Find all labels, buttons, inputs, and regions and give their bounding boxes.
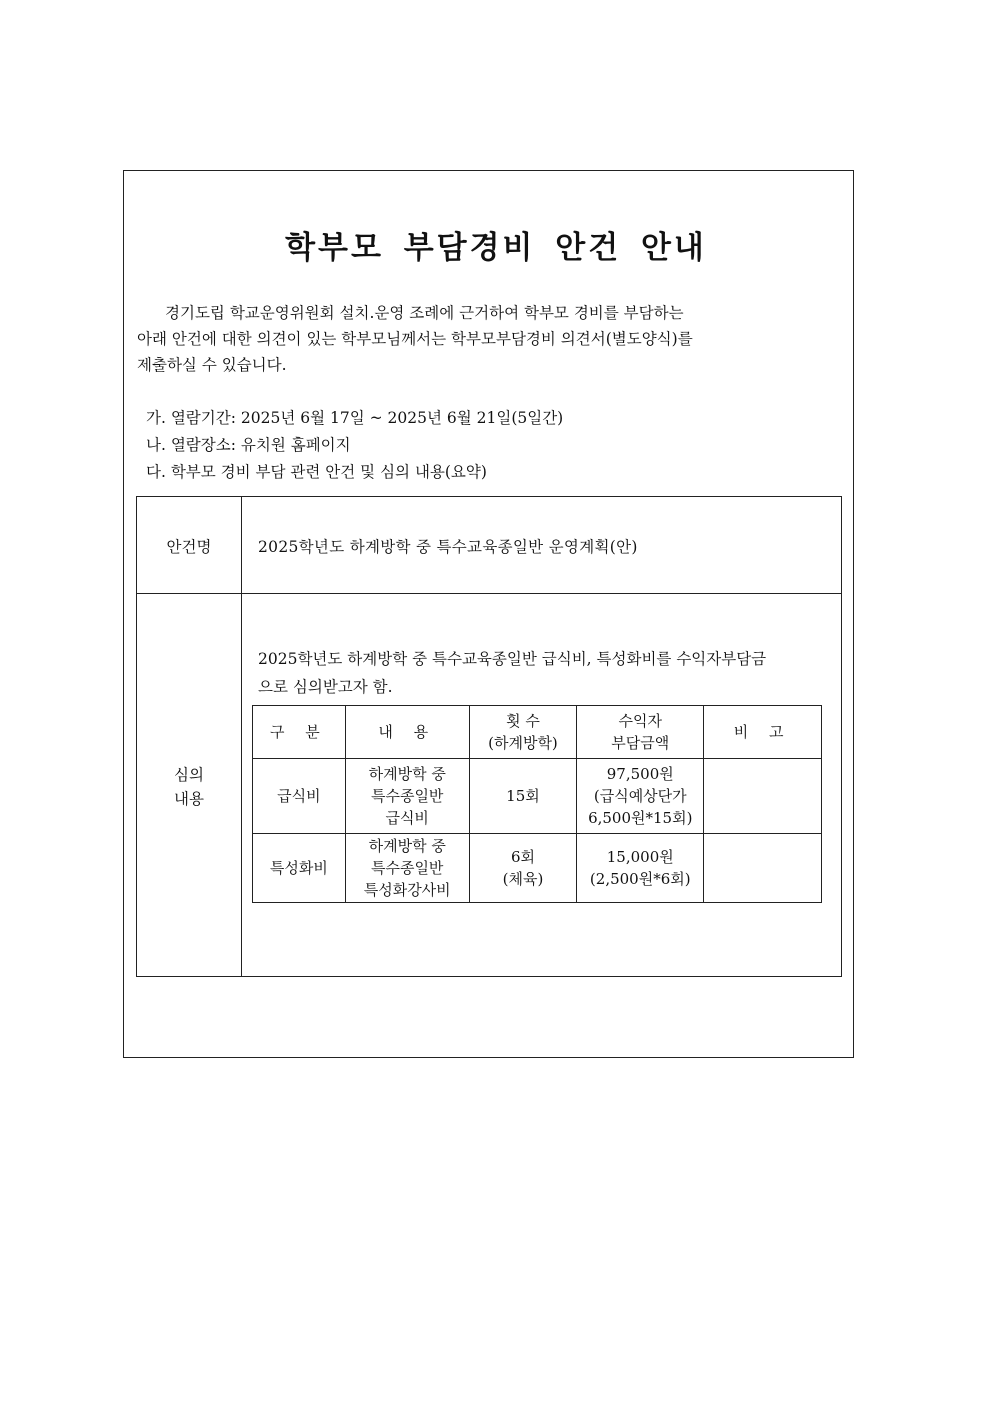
intro-line-1: 경기도립 학교운영위원회 설치.운영 조례에 근거하여 학부모 경비를 부담하는	[165, 304, 684, 322]
table-row	[253, 834, 822, 903]
review-content-label	[137, 763, 241, 811]
review-content-label-line-1: 심의	[174, 766, 204, 784]
agenda-name-label: 안건명	[166, 538, 212, 556]
viewing-period: 가. 열람기간: 2025년 6월 17일 ~ 2025년 6월 21일(5일간)	[146, 409, 564, 427]
page-title: 학부모 부담경비 안건 안내	[285, 230, 707, 266]
review-content-label-line-2: 내용	[174, 790, 204, 808]
row-count: 6회 (체육)	[469, 834, 577, 903]
review-description-line-2: 으로 심의받고자 함.	[258, 678, 393, 696]
row-count: 15회	[469, 759, 577, 834]
row-divider	[137, 593, 841, 594]
intro-line-2: 아래 안건에 대한 의견이 있는 학부모님께서는 학부모부담경비 의견서(별도양식)를	[137, 330, 693, 348]
cost-table-header	[253, 706, 822, 759]
column-divider	[241, 497, 242, 976]
review-description-line-1: 2025학년도 하계방학 중 특수교육종일반 급식비, 특성화비를 수익자부담금	[258, 650, 767, 668]
row-content: 하계방학 중 특수종일반 급식비	[345, 759, 469, 834]
cost-table	[252, 705, 822, 903]
row-category: 특성화비	[253, 834, 346, 903]
agenda-table	[136, 496, 842, 977]
header-amount: 수익자 부담금액	[577, 706, 704, 759]
header-content: 내 용	[345, 706, 469, 759]
agenda-name-value: 2025학년도 하계방학 중 특수교육종일반 운영계획(안)	[258, 538, 638, 556]
row-content: 하계방학 중 특수종일반 특성화강사비	[345, 834, 469, 903]
agenda-summary-heading: 다. 학부모 경비 부담 관련 안건 및 심의 내용(요약)	[146, 463, 487, 481]
row-category: 급식비	[253, 759, 346, 834]
row-amount: 97,500원 (급식예상단가 6,500원*15회)	[577, 759, 704, 834]
review-description	[258, 645, 838, 701]
row-note	[704, 759, 822, 834]
header-note: 비 고	[704, 706, 822, 759]
row-amount: 15,000원 (2,500원*6회)	[577, 834, 704, 903]
viewing-location: 나. 열람장소: 유치원 홈페이지	[146, 436, 351, 454]
header-count: 횟 수 (하계방학)	[469, 706, 577, 759]
row-note	[704, 834, 822, 903]
intro-line-3: 제출하실 수 있습니다.	[137, 356, 287, 374]
table-row	[253, 759, 822, 834]
header-category: 구 분	[253, 706, 346, 759]
